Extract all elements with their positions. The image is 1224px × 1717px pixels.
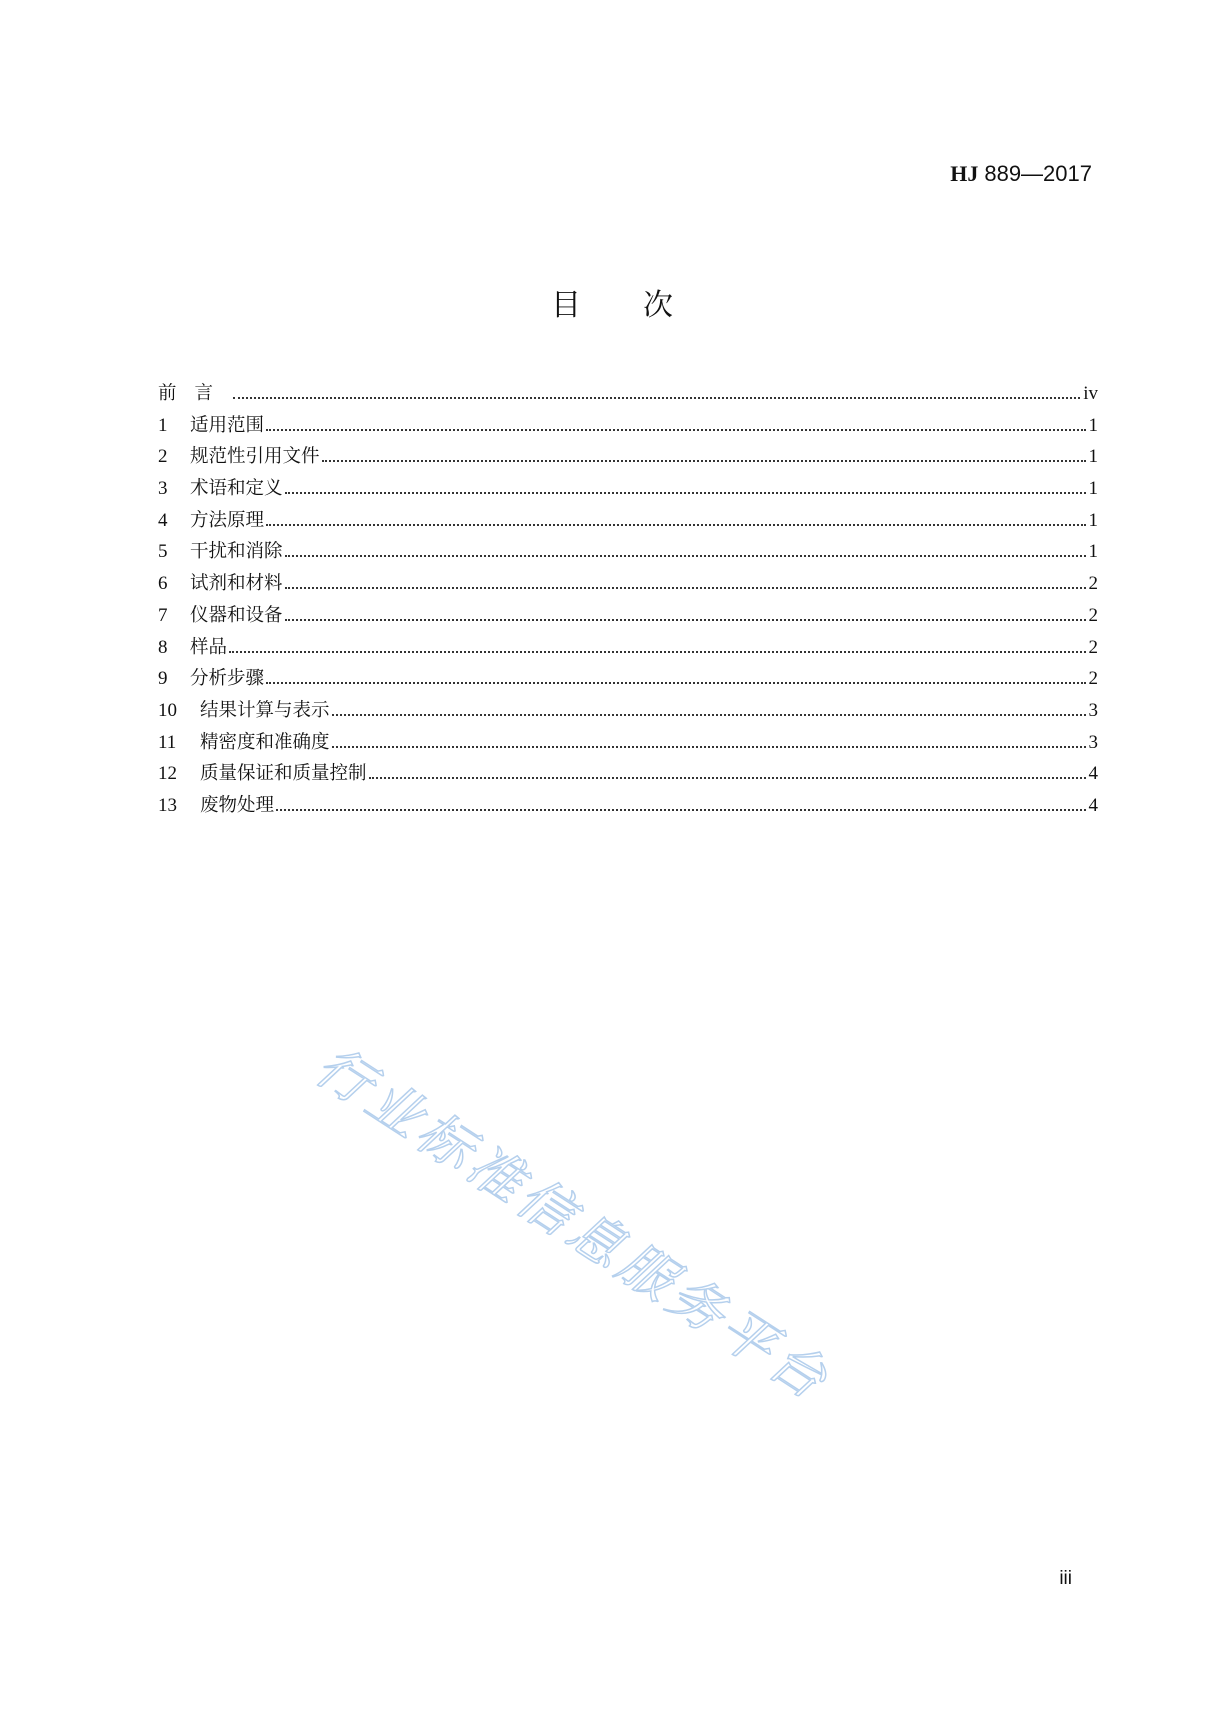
toc-entry[interactable]: [158, 473, 1098, 505]
standard-code: [950, 161, 1092, 187]
toc-entry-page: 1: [1088, 509, 1098, 531]
toc-dot-leader: [369, 777, 1086, 779]
toc-entry-page: 4: [1088, 794, 1098, 816]
toc-entry-number: 7: [158, 604, 168, 626]
toc-entry-number: 13: [158, 794, 177, 816]
toc-entry[interactable]: [158, 536, 1098, 568]
toc-entry-page: 1: [1088, 446, 1098, 468]
toc-entry-number: 6: [158, 573, 168, 595]
toc-entry-page: 1: [1088, 541, 1098, 563]
toc-entry[interactable]: [158, 758, 1098, 790]
toc-entry-number: 11: [158, 731, 177, 753]
toc-entry[interactable]: [158, 568, 1098, 600]
toc-entry-page: 2: [1088, 604, 1098, 626]
toc-dot-leader: [322, 460, 1086, 462]
toc-entry-number: 4: [158, 509, 168, 531]
toc-entry-number: 12: [158, 763, 177, 785]
toc-dot-leader: [285, 492, 1086, 494]
toc-entry-number: 10: [158, 699, 177, 721]
toc-entry-label: 质量保证和质量控制: [200, 763, 367, 785]
toc-entry-page: 2: [1088, 668, 1098, 690]
toc-entry[interactable]: [158, 410, 1098, 442]
toc-dot-leader: [229, 651, 1085, 653]
toc-entry-label: 废物处理: [200, 794, 275, 816]
toc-dot-leader: [285, 587, 1086, 589]
toc-entry-page: 2: [1088, 636, 1098, 658]
toc-entry-page: iv: [1083, 383, 1098, 404]
toc-dot-leader: [276, 809, 1085, 811]
toc-entry-number: 3: [158, 478, 168, 500]
table-of-contents: [158, 378, 1098, 822]
standard-number: 889—2017: [984, 161, 1092, 186]
toc-entry[interactable]: [158, 790, 1098, 822]
toc-entry-page: 3: [1088, 699, 1098, 721]
toc-entry[interactable]: [158, 378, 1098, 410]
toc-entry[interactable]: [158, 695, 1098, 727]
toc-entry[interactable]: [158, 632, 1098, 664]
toc-dot-leader: [266, 429, 1085, 431]
toc-entry[interactable]: [158, 727, 1098, 759]
watermark: 行业标准信息服务平台: [304, 1034, 843, 1414]
toc-dot-leader: [332, 746, 1086, 748]
toc-dot-leader: [233, 397, 1080, 399]
toc-entry-label: 试剂和材料: [190, 573, 283, 595]
toc-entry-number: 8: [158, 636, 168, 658]
toc-entry-number: 5: [158, 541, 168, 563]
toc-entry[interactable]: [158, 600, 1098, 632]
toc-title: 目次: [551, 288, 735, 323]
toc-entry-number: 2: [158, 446, 168, 468]
toc-entry-label: 前言: [158, 383, 232, 404]
toc-entry-label: 样品: [190, 636, 228, 658]
toc-entry-label: 适用范围: [190, 414, 265, 436]
toc-entry[interactable]: [158, 663, 1098, 695]
toc-entry-page: 4: [1088, 763, 1098, 785]
toc-entry-page: 1: [1088, 478, 1098, 500]
toc-dot-leader: [266, 524, 1085, 526]
toc-dot-leader: [332, 714, 1086, 716]
toc-entry-label: 分析步骤: [190, 668, 265, 690]
toc-entry-label: 干扰和消除: [190, 541, 283, 563]
toc-entry-label: 结果计算与表示: [200, 699, 330, 721]
toc-entry[interactable]: [158, 441, 1098, 473]
toc-dot-leader: [285, 619, 1086, 621]
toc-entry-label: 仪器和设备: [190, 604, 283, 626]
toc-entry-label: 方法原理: [190, 509, 265, 531]
page-number: iii: [1059, 1568, 1072, 1589]
toc-entry-label: 精密度和准确度: [200, 731, 330, 753]
toc-entry-page: 2: [1088, 573, 1098, 595]
toc-entry-label: 规范性引用文件: [190, 446, 320, 468]
toc-entry-number: 9: [158, 668, 168, 690]
toc-entry-page: 1: [1088, 414, 1098, 436]
toc-dot-leader: [285, 555, 1086, 557]
toc-dot-leader: [266, 682, 1085, 684]
toc-entry-label: 术语和定义: [190, 478, 283, 500]
toc-entry[interactable]: [158, 505, 1098, 537]
standard-prefix: HJ: [950, 161, 979, 186]
toc-entry-page: 3: [1088, 731, 1098, 753]
toc-entry-number: 1: [158, 414, 168, 436]
